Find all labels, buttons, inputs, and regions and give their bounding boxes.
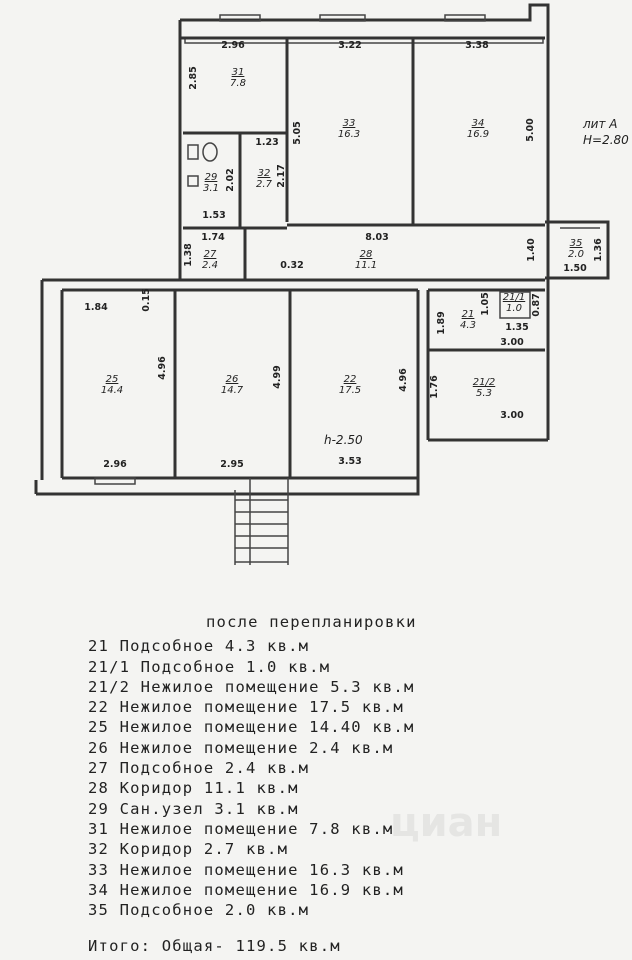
room-area: 14.7 (220, 385, 244, 396)
dimension-label: 2.85 (188, 66, 199, 90)
room-number: 34 (471, 118, 485, 129)
room-number: 21/1 (502, 292, 526, 303)
dimension-label: 2.02 (225, 168, 236, 192)
room-area: 3.1 (203, 183, 219, 194)
room-area: 2.0 (568, 249, 584, 260)
watermark: циан (390, 800, 503, 846)
legend-list (88, 636, 628, 920)
dimension-label: 3.00 (500, 410, 524, 421)
legend-item: 22 Нежилое помещение 17.5 кв.м (88, 698, 404, 717)
room-area: 2.4 (202, 260, 218, 271)
height-label: H=2.80 (583, 133, 629, 147)
legend-title: после перепланировки (206, 613, 417, 631)
room-area: 2.7 (256, 179, 272, 190)
room-number: 27 (203, 249, 217, 260)
dimension-label: 5.00 (525, 118, 536, 142)
room-number: 21 (461, 309, 475, 320)
dimension-label: 1.50 (563, 263, 587, 274)
legend-item: 21/1 Подсобное 1.0 кв.м (88, 657, 331, 676)
legend-item: 29 Сан.узел 3.1 кв.м (88, 799, 299, 818)
dimension-label: 3.00 (500, 337, 524, 348)
room-number: 32 (257, 168, 271, 179)
lit-label: лит А (583, 117, 618, 131)
room-area: 17.5 (338, 385, 362, 396)
dimension-label: 1.38 (183, 243, 194, 267)
legend-item: 33 Нежилое помещение 16.3 кв.м (88, 860, 404, 879)
room-area: 5.3 (476, 388, 492, 399)
dimension-label: 1.84 (84, 302, 108, 313)
legend-item: 25 Нежилое помещение 14.40 кв.м (88, 718, 415, 737)
dimension-label: 2.96 (103, 459, 127, 470)
dimension-label: 1.05 (480, 292, 491, 316)
stairs (235, 478, 288, 565)
legend-item: 35 Подсобное 2.0 кв.м (88, 901, 310, 920)
dimension-label: 3.38 (465, 40, 489, 51)
room-number: 21/2 (472, 377, 496, 388)
dimension-label: 0.15 (141, 288, 152, 312)
room-area: 1.0 (506, 303, 522, 314)
dimension-label: 1.40 (526, 238, 537, 262)
dimension-labels (84, 40, 604, 470)
room-number: 25 (105, 374, 119, 385)
dimension-label: 4.96 (398, 368, 409, 392)
dimension-label: 8.03 (365, 232, 389, 243)
room-number: 33 (342, 118, 356, 129)
dimension-label: 1.36 (593, 238, 604, 262)
room-number: 35 (569, 238, 583, 249)
dimension-label: 1.23 (255, 137, 279, 148)
dimension-label: 4.96 (157, 356, 168, 380)
legend-item: 34 Нежилое помещение 16.9 кв.м (88, 880, 404, 899)
room-area: 11.1 (354, 260, 378, 271)
legend-item: 27 Подсобное 2.4 кв.м (88, 759, 310, 778)
room-area: 4.3 (460, 320, 476, 331)
room-number: 28 (359, 249, 373, 260)
legend-item: 21 Подсобное 4.3 кв.м (88, 637, 310, 656)
legend-item: 32 Коридор 2.7 кв.м (88, 840, 289, 859)
room-area: 7.8 (230, 78, 246, 89)
dimension-label: 1.74 (201, 232, 225, 243)
room-number: 29 (204, 172, 218, 183)
dimension-label: 1.89 (436, 311, 447, 335)
dimension-label: 1.35 (505, 322, 529, 333)
dimension-label: 1.76 (429, 375, 440, 399)
legend (88, 612, 628, 957)
room-number: 22 (343, 374, 357, 385)
legend-item: 31 Нежилое помещение 7.8 кв.м (88, 819, 394, 838)
legend-item: 26 Нежилое помещение 2.4 кв.м (88, 738, 394, 757)
legend-total: Итого: Общая- 119.5 кв.м (88, 937, 341, 956)
dimension-label: 1.53 (202, 210, 226, 221)
dimension-label: 0.87 (531, 293, 542, 317)
room-area: 16.9 (466, 129, 490, 140)
dimension-label: 2.95 (220, 459, 244, 470)
dimension-label: 5.05 (292, 121, 303, 145)
room-area: 16.3 (337, 129, 361, 140)
dimension-label: 0.32 (280, 260, 304, 271)
legend-item: 21/2 Нежилое помещение 5.3 кв.м (88, 677, 415, 696)
dimension-label: 3.22 (338, 40, 362, 51)
room-number: 31 (231, 67, 245, 78)
room-number: 26 (225, 374, 239, 385)
dimension-label: 2.17 (276, 164, 287, 188)
dimension-label: 2.96 (221, 40, 245, 51)
h-label: h-2.50 (324, 433, 363, 447)
legend-item: 28 Коридор 11.1 кв.м (88, 779, 299, 798)
dimension-label: 4.99 (272, 365, 283, 389)
walls (36, 5, 608, 565)
room-area: 14.4 (100, 385, 124, 396)
dimension-label: 3.53 (338, 456, 362, 467)
